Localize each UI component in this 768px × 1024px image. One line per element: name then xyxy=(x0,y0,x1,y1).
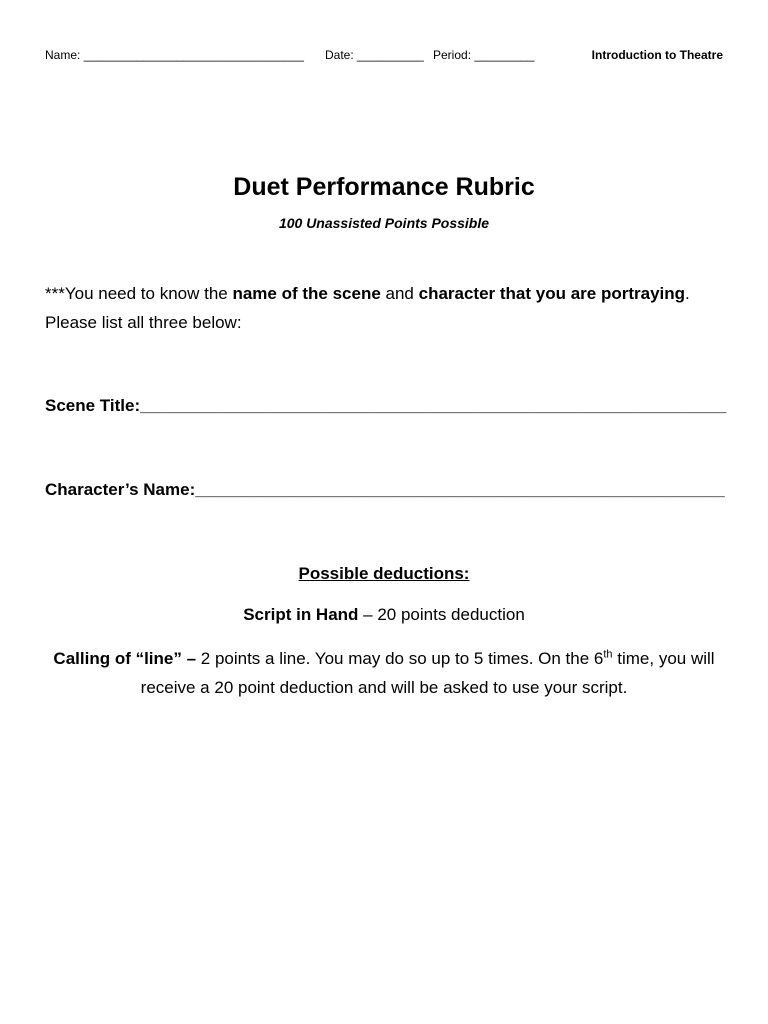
instructions-text-1: ***You need to know the xyxy=(45,284,233,303)
header-row xyxy=(45,46,723,64)
period-label: Period: xyxy=(433,48,472,62)
character-name-field xyxy=(45,478,725,502)
period-field xyxy=(433,46,534,64)
name-field xyxy=(45,46,304,64)
instructions-text-3: . Please list all three below: xyxy=(45,284,690,332)
scene-title-blank: ______________________________________________________________ xyxy=(140,396,727,415)
calling-line-text-1: 2 points a line. You may do so up to 5 times. On the 6 xyxy=(196,649,604,668)
instructions-bold-scene: name of the scene xyxy=(232,284,381,303)
period-blank: _________ xyxy=(474,48,535,62)
course-title: Introduction to Theatre xyxy=(591,48,723,62)
scene-title-label: Scene Title: xyxy=(45,396,141,415)
date-label: Date: xyxy=(325,48,354,62)
calling-line-label: Calling of “line” – xyxy=(53,649,197,668)
instructions-bold-character: character that you are portraying xyxy=(418,284,686,303)
scene-title-field xyxy=(45,394,726,418)
document-title: Duet Performance Rubric xyxy=(233,173,535,201)
instructions-paragraph xyxy=(45,279,725,337)
deductions-heading: Possible deductions: xyxy=(298,564,470,583)
name-label: Name: xyxy=(45,48,81,62)
character-name-label: Character’s Name: xyxy=(45,480,196,499)
date-blank: __________ xyxy=(357,48,424,62)
script-in-hand-line xyxy=(0,602,768,628)
document-subtitle: 100 Unassisted Points Possible xyxy=(278,215,490,231)
calling-line-paragraph xyxy=(40,644,728,702)
name-blank: _________________________________ xyxy=(83,48,304,62)
script-in-hand-label: Script in Hand xyxy=(243,605,359,624)
calling-line-superscript: th xyxy=(603,648,613,661)
script-in-hand-text: – 20 points deduction xyxy=(358,605,525,624)
instructions-text-2: and xyxy=(380,284,419,303)
character-name-blank: ________________________________________________________ xyxy=(195,480,725,499)
calling-line-text-2: time, you will receive a 20 point deduction and will be asked to use your script. xyxy=(140,649,715,697)
date-field xyxy=(325,46,424,64)
